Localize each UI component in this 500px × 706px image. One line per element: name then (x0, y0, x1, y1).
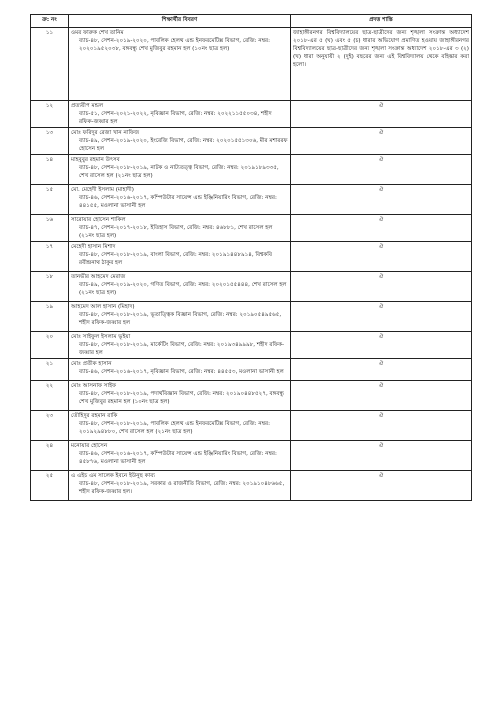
student-detail: ব্যাচ-৪৮, সেশন-২০১৮-২০১৯, বাংলা বিভাগ, রেজি: নম্বর: ২০১৯১৪৪৮৯১৪, বিশ্বকবি রবীন্দ্রনাথ ঠাকুর হল (79, 252, 272, 266)
table-row (31, 471, 472, 501)
punishment-cell: ঐ (291, 471, 472, 501)
student-name: মোঃ আসনাফ সাইফ (71, 383, 117, 389)
serial-cell: ১২ (31, 101, 69, 128)
table-row (31, 242, 472, 272)
punishment-cell: ঐ (291, 359, 472, 381)
serial-cell: ১১ (31, 28, 69, 101)
table-row (31, 272, 472, 302)
serial-cell: ১৫ (31, 185, 69, 215)
punishment-cell: জাহাঙ্গীরনগর বিশ্ববিদ্যালয়ের ছাত্র-ছাত্রীদের জন্য শৃঙ্খলা সংক্রান্ত অধ্যাদেশ ২০১৮-এর ৫ (ঘ) এবং ৫ (চ) ধারার অভিযোগ প্রমাণিত হওয়ায় জাহাঙ্গীরনগর বিশ্ববিদ্যালয়ের ছাত্র-ছাত্রীদের জন্য শৃঙ্খলা সংক্রান্ত অধ্যাদেশ ২০১৮-এর ৩ (২) (খ) ধারা অনুযায়ী ২ (দুই) বছরের জন্য এই বিশ্ববিদ্যালয় থেকে বহিষ্কার করা হলো। (291, 28, 472, 101)
punishment-cell: ঐ (291, 302, 472, 332)
student-name: মেহেদী হাসান মিশাদ (71, 244, 116, 250)
header-student-info: শিক্ষার্থীর বিবরণ (69, 15, 291, 28)
student-name: মোঃ প্রতীক হাসান (71, 361, 112, 367)
table-row (31, 185, 472, 215)
punishment-cell: ঐ (291, 242, 472, 272)
student-info-cell (69, 302, 291, 332)
punishment-cell: ঐ (291, 441, 472, 471)
punishment-cell: ঐ (291, 215, 472, 242)
punishment-cell: ঐ (291, 411, 472, 441)
table-row (31, 215, 472, 242)
punishment-cell: ঐ (291, 185, 472, 215)
table-row (31, 128, 472, 155)
serial-cell: ১৯ (31, 302, 69, 332)
student-info-cell (69, 332, 291, 359)
student-detail: ব্যাচ-৪৮, সেশন-২০১৮-২০১৯, ভূতাত্ত্বিক বিজ্ঞান বিভাগ, রেজি: নম্বর: ২০১৯০৫৪৯৫৬৫, শহীদ রফিক-জব্বার হল (79, 312, 282, 326)
student-info-cell (69, 411, 291, 441)
punishment-cell: ঐ (291, 128, 472, 155)
serial-cell: ১৮ (31, 272, 69, 302)
punishment-cell: ঐ (291, 155, 472, 185)
student-name: তানভীর আহমেদ মেরাজ (71, 274, 126, 280)
serial-cell: ১৪ (31, 155, 69, 185)
student-detail: ব্যাচ-৪৮, সেশন-২০১৮-২০১৯, পাবলিক হেলথ এন্ড ইনফরমেটিক্স বিভাগ, রেজি: নম্বর: ২০১৯২৯৪৮৮০, শেখ রাসেল হল (২১নং ছাত্র হল) (79, 421, 270, 435)
student-detail: ব্যাচ-৪৭, সেশন-২০১৭-২০১৮, ইতিহাস বিভাগ, রেজি: নম্বর: ৪৬৮৮১, শেখ রাসেল হল (২১নং ছাত্র হল) (79, 225, 273, 239)
student-info-cell (69, 381, 291, 411)
punishment-cell: ঐ (291, 332, 472, 359)
serial-cell: ২৩ (31, 411, 69, 441)
student-info-cell (69, 272, 291, 302)
student-detail: ব্যাচ-৪৯, সেশন-২০১৯-২০২০, ইংরেজি বিভাগ, রেজি: নম্বর: ২০২০১৫৫১৩০৬, মীর মশাররফ হোসেন হল (79, 138, 288, 152)
student-info-cell (69, 128, 291, 155)
serial-cell: ২১ (31, 359, 69, 381)
student-info-cell (69, 155, 291, 185)
student-name: প্রত্যয়ীপ মন্ডল (71, 103, 104, 109)
table-row (31, 411, 472, 441)
student-name: সারোয়ার হোসেন শাকিল (71, 217, 126, 223)
table-header (31, 15, 472, 28)
student-detail: ব্যাচ-৪৮, সেশন-২০১৯-২০২০, পাবলিক হেলথ এন্ড ইনফরমেটিক্স বিভাগ, রেজি: নম্বর: ২০২০১৯৫২০৩৮, বঙ্গবন্ধু শেখ মুজিবুর রহমান হল (১০নং ছাত্র হল) (79, 38, 271, 52)
student-detail: ব্যাচ-৪৬, সেশন-২০১৬-২০১৭, নৃবিজ্ঞান বিভাগ, রেজি: নম্বর: ৪৪৫৫৩, মওলানা ভাসানী হল (79, 369, 284, 375)
table-row (31, 155, 472, 185)
student-detail: ব্যাচ-৪৬, সেশন-২০১৬-২০১৭, কম্পিউটার সায়েন্স এন্ড ইঞ্জিনিয়ারিং বিভাগ, রেজি: নম্বর: ৪৫৮৭৬, মওলানা ভাসানী হল (79, 451, 277, 465)
student-name: এ এইচ এম সালেক ইবনে ইউনুছ কাব্য (71, 473, 155, 479)
table-row (31, 332, 472, 359)
student-detail: ব্যাচ-৪৮, সেশন-২০১৮-২০১৯, মার্কেটিং বিভাগ, রেজি: নম্বর: ২০১৯৩৪৯৯৯৮, শহীদ রফিক-জব্বার হল (79, 342, 285, 356)
student-detail: ব্যাচ-৪৮, সেশন-২০১৮-২০১৯, পদার্থবিজ্ঞান বিভাগ, রেজি: নম্বর: ২০১৯০৪৪৮৫২৭, বঙ্গবন্ধু শেখ মুজিবুর রহমান হল (১০নং ছাত্র হল) (79, 391, 284, 405)
student-info-cell (69, 28, 291, 101)
serial-cell: ২৫ (31, 471, 69, 501)
table-row (31, 28, 472, 101)
punishment-cell: ঐ (291, 381, 472, 411)
student-name: মোঃ সাইফুল ইসলাম ভূইয়া (71, 334, 131, 340)
table-row (31, 359, 472, 381)
student-name: আহমেদ আল হাসান (মিহাদ) (71, 304, 135, 310)
header-row (31, 15, 472, 28)
serial-cell: ১৬ (31, 215, 69, 242)
student-name: তৌহিদুর রহমান রাকি (71, 413, 118, 419)
table-row (31, 381, 472, 411)
punishment-cell: ঐ (291, 272, 472, 302)
table-row (31, 302, 472, 332)
student-info-cell (69, 471, 291, 501)
student-name: মাহবুবুর রহমান উৎসব (71, 157, 120, 163)
student-info-cell (69, 242, 291, 272)
serial-cell: ২০ (31, 332, 69, 359)
header-punishment: প্রদত্ত শাস্তি (291, 15, 472, 28)
student-detail: ব্যাচ-৪৮, সেশন-২০১৮-২০১৯, সরকার ও রাজনীতি বিভাগ, রেজি: নম্বর: ২০১৯১০৪৮৬৬৫, শহীদ রফিক-জব্বার হল। (79, 481, 285, 495)
serial-cell: ১৭ (31, 242, 69, 272)
header-serial: ক্র: নং (31, 15, 69, 28)
student-info-cell (69, 359, 291, 381)
student-info-cell (69, 215, 291, 242)
student-name: ওমর ফারুক শেখ তানিম (71, 30, 124, 36)
punishment-table (30, 14, 472, 501)
punishment-cell: ঐ (291, 101, 472, 128)
serial-cell: ১৩ (31, 128, 69, 155)
student-name: মোঃ ফরিদুর রেজা খান নাফিজ (71, 130, 140, 136)
table-body (31, 28, 472, 501)
student-name: মো. মেহেদী ইসলাম (মাহাদী) (71, 187, 134, 193)
student-info-cell (69, 441, 291, 471)
student-detail: ব্যাচ-৪৮, সেশন-২০১৮-২০১৯, নাটক ও নাট্যতত্ত্ব বিভাগ, রেজি: নম্বর: ২০১৯১৮৯৩৩৫, শেখ রাসেল হল (২১নং ছাত্র হল) (79, 165, 279, 179)
student-detail: ব্যাচ-৪৬, সেশন-২০১৬-২০১৭, কম্পিউটার সায়েন্স এন্ড ইঞ্জিনিয়ারিং বিভাগ, রেজি: নম্বর: ৪৪১৫৫, মওলানা ভাসানী হল (79, 195, 277, 209)
student-detail: ব্যাচ-৪৯, সেশন-২০১৯-২০২০, গণিত বিভাগ, রেজি: নম্বর: ২০২০১৫৫৪৪৪, শেখ রাসেল হল (২১নং ছাত্র হল) (79, 282, 287, 296)
student-name: মনোয়ার হোসেন (71, 443, 108, 449)
serial-cell: ২৪ (31, 441, 69, 471)
student-info-cell (69, 101, 291, 128)
student-detail: ব্যাচ-৫১, সেশন-২০২১-২০২২, নৃবিজ্ঞান বিভাগ, রেজি: নম্বর: ২০২২১১৫৫০৩৪, শহীদ রফিক-জব্বার হল (79, 111, 272, 125)
table-row (31, 101, 472, 128)
table-row (31, 441, 472, 471)
serial-cell: ২২ (31, 381, 69, 411)
student-info-cell (69, 185, 291, 215)
